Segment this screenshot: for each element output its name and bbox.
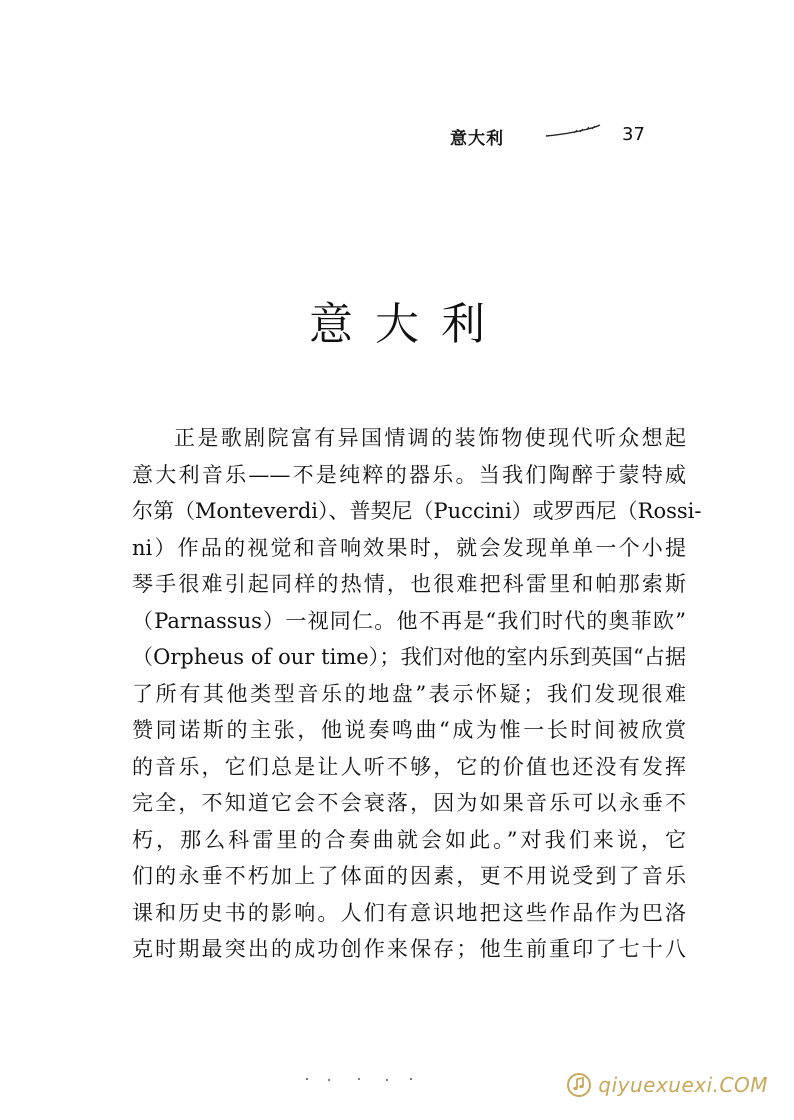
watermark [566, 1072, 768, 1098]
body-paragraph [132, 420, 702, 968]
text-line: ni）作品的视觉和音响效果时，就会发现单单一个小提 [132, 535, 686, 560]
quill-flourish-icon [544, 124, 602, 138]
music-note-logo-icon [566, 1072, 592, 1098]
text-line: 课和历史书的影响。人们有意识地把这些作品作为巴洛 [132, 900, 686, 925]
scan-specks [306, 1076, 426, 1086]
speck [306, 1078, 308, 1080]
text-line: 琴手很难引起同样的热情，也很难把科雷里和帕那索斯 [132, 572, 686, 596]
text-line: 完全，不知道它会不会衰落，因为如果音乐可以永垂不 [132, 791, 686, 815]
speck [410, 1078, 412, 1080]
running-title: 意大利 [450, 129, 504, 149]
text-line: 了所有其他类型音乐的地盘”表示怀疑；我们发现很难 [132, 681, 686, 706]
text-line: 正是歌剧院富有异国情调的装饰物使现代听众想起 [174, 426, 686, 450]
speck [386, 1079, 388, 1081]
page-number: 37 [622, 124, 645, 145]
text-line: 意大利音乐——不是纯粹的器乐。当我们陶醉于蒙特威 [132, 462, 686, 487]
speck [358, 1078, 360, 1080]
watermark-text: qiyuexuexi.COM [598, 1073, 768, 1097]
running-header [440, 120, 680, 150]
text-line: 赞同诺斯的主张，他说奏鸣曲“成为惟一长时间被欣赏 [132, 718, 686, 742]
text-line: 的音乐，它们总是让人听不够，它的价值也还没有发挥 [132, 754, 686, 779]
chapter-title: 意大利 [309, 299, 507, 350]
text-line: 克时期最突出的成功创作来保存；他生前重印了七十八 [132, 937, 686, 961]
text-line: （Parnassus）一视同仁。他不再是“我们时代的奥菲欧” [132, 608, 686, 633]
text-line: 们的永垂不朽加上了体面的因素，更不用说受到了音乐 [132, 864, 686, 888]
text-line: 尔第（Monteverdi）、普契尼（Puccini）或罗西尼（Rossi- [132, 499, 702, 523]
text-line: 朽，那么科雷里的合奏曲就会如此。”对我们来说，它 [132, 827, 686, 852]
text-line: （Orpheus of our time）；我们对他的室内乐到英国“占据 [132, 645, 686, 669]
speck [328, 1079, 330, 1081]
